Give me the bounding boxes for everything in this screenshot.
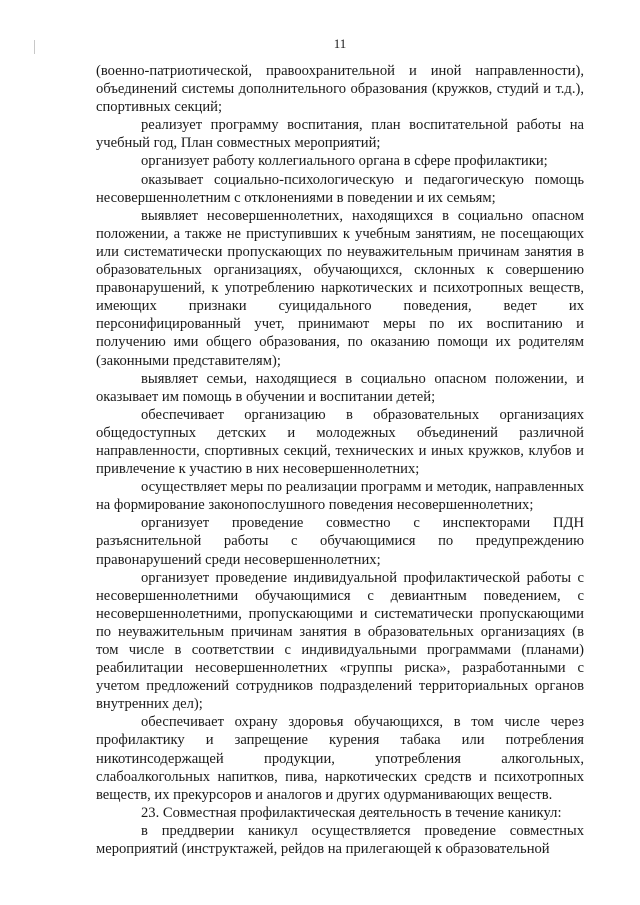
paragraph: обеспечивает организацию в образовательных организациях общедоступных детских и молодежных объединений различной направленности, спортивных секций, технических и иных кружков, клубов и привлечение к участию в них несовершеннолетних; — [96, 406, 584, 478]
section-heading-23: 23. Совместная профилактическая деятельность в течение каникул: — [141, 804, 562, 821]
page-number: 11 — [333, 36, 347, 51]
paragraph: обеспечивает охрану здоровья обучающихся, в том числе через профилактику и запрещение курения табака или потребления никотинсодержащей продукции, употребления алкогольных, слабоалкогольных напитков, пива, наркотических средств и психотропных веществ, их прекурсоров и аналогов и других одурманивающих веществ. — [96, 714, 584, 803]
paragraph: в преддверии каникул осуществляется проведение совместных мероприятий (инструктажей, рейдов на прилегающей к образовательной — [96, 822, 584, 858]
paragraph: организует проведение индивидуальной профилактической работы с несовершеннолетними обучающимися с девиантным поведением, с несовершеннолетними, пропускающими и систематически пропускающими по неуважительным причинам занятия в образовательных организациях (в том числе в соответствии с индивидуальными программами (планами) реабилитации несовершеннолетних «группы риска», разработанными с учетом предложений сотрудников подразделений территориальных органов внутренних дел); — [96, 569, 584, 713]
paragraph: выявляет семьи, находящиеся в социально опасном положении, и оказывает им помощь в обучении и воспитании детей; — [96, 370, 584, 405]
paragraph: организует работу коллегиального органа в сфере профилактики; — [141, 153, 548, 170]
paragraph-continuation: (военно-патриотической, правоохранительной и иной направленности), объединений системы дополнительного образования (кружков, студий и т.д.), спортивных секций; — [96, 63, 584, 116]
paragraph: организует проведение совместно с инспекторами ПДН разъяснительной работы с обучающимися по предупреждению правонарушений среди несовершеннолетних; — [96, 515, 584, 568]
document-body — [96, 62, 584, 858]
paragraph: выявляет несовершеннолетних, находящихся в социально опасном положении, а также не приступивших к учебным занятиям, не посещающих или систематически пропускающих по неуважительным причинам занятия в образовательных организациях, обучающихся, склонных к совершению правонарушений, к употреблению наркотических и психотропных веществ, имеющих признаки суицидального поведения, ведет их персонифицированный учет, принимают меры по их воспитанию и получению ими общего образования, по оказанию помощи их родителям (законными представителям); — [96, 207, 584, 369]
paragraph: оказывает социально-психологическую и педагогическую помощь несовершеннолетним с отклонениями в поведении и их семьям; — [96, 171, 584, 206]
paragraph: реализует программу воспитания, план воспитательной работы на учебный год, План совместных мероприятий; — [96, 117, 584, 152]
paragraph: осуществляет меры по реализации программ и методик, направленных на формирование законопослушного поведения несовершеннолетних; — [96, 479, 584, 514]
